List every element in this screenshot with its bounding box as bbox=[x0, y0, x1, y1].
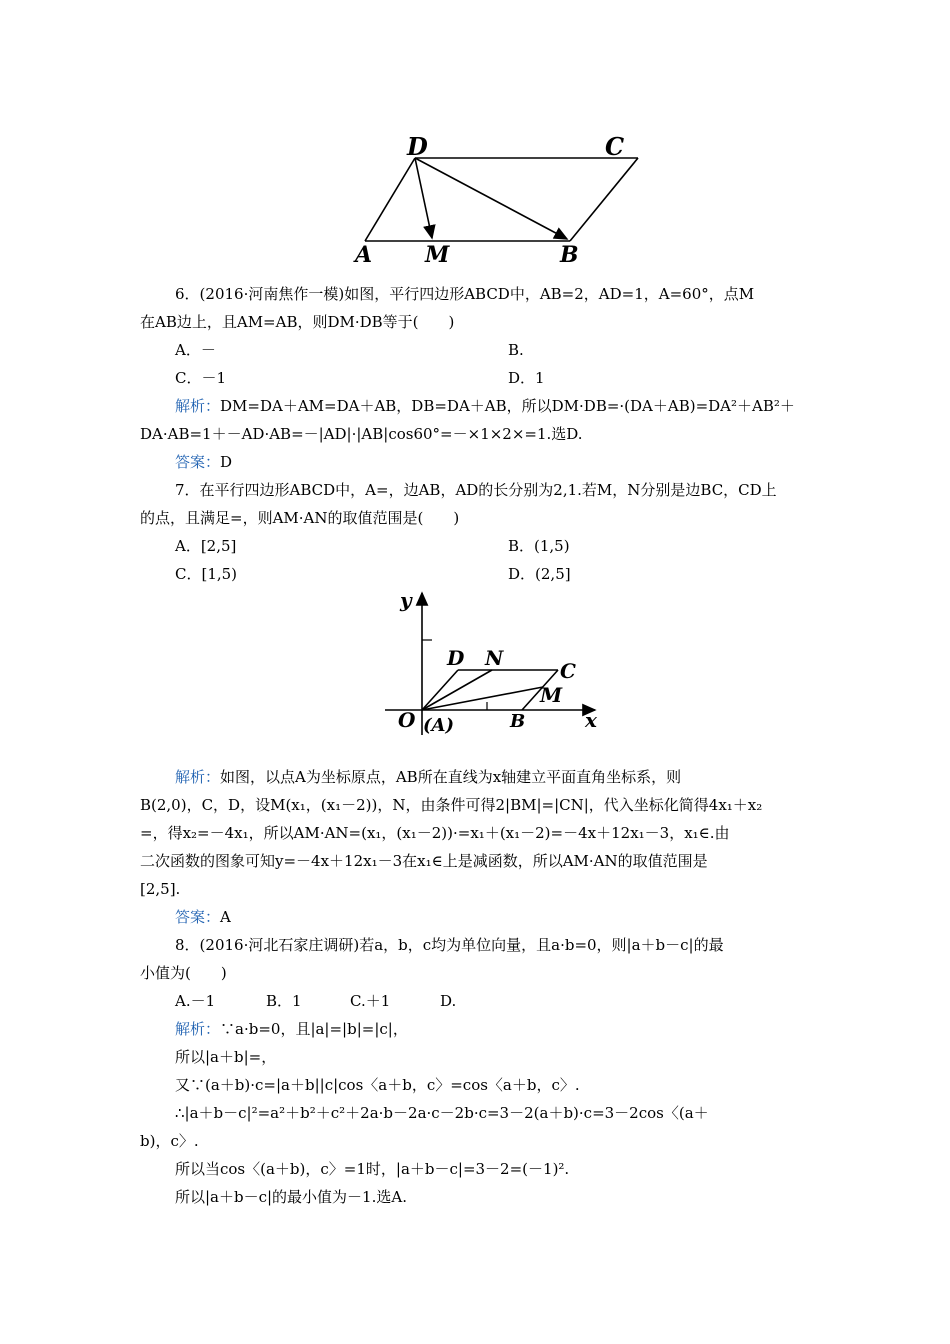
q8-solution-line5: b)，c〉. bbox=[140, 1132, 199, 1150]
q8-solution-text1: ∵a·b=0，且|a|=|b|=|c|， bbox=[220, 1020, 408, 1038]
q8-option-a: A.－1 bbox=[175, 992, 216, 1010]
q7-line2: 的点，且满足=，则AM·AN的取值范围是( ) bbox=[140, 509, 460, 527]
q8-solution-line3: 又∵(a＋b)·c=|a＋b||c|cos〈a＋b，c〉=cos〈a＋b，c〉. bbox=[175, 1076, 580, 1094]
q7-solution-line4: 二次函数的图象可知y=－4x＋12x₁－3在x₁∈上是减函数，所以AM·AN的取值范围是 bbox=[140, 852, 708, 870]
label-b: B bbox=[510, 711, 526, 732]
vector-db bbox=[415, 158, 567, 239]
label-a: (A) bbox=[423, 715, 454, 736]
figure-coordinate-plane bbox=[380, 585, 610, 745]
edge-cb bbox=[570, 158, 638, 241]
q7-solution-line3: =，得x₂=－4x₁，所以AM·AN=(x₁，(x₁－2))·=x₁＋(x₁－2)=－4x＋12x₁－3，x₁∈.由 bbox=[140, 824, 730, 842]
q8-line1: 8．(2016·河北石家庄调研)若a，b，c均为单位向量，且a·b=0，则|a＋b－c|的最 bbox=[175, 936, 724, 954]
q8-solution-line6: 所以当cos〈(a＋b)，c〉=1时，|a＋b－c|=3－2=(－1)². bbox=[175, 1160, 570, 1178]
figure-parallelogram bbox=[345, 125, 645, 270]
label-m: M bbox=[425, 242, 450, 268]
q6-option-a: A．－ bbox=[175, 341, 216, 359]
label-n: N bbox=[485, 646, 504, 670]
q6-answer bbox=[175, 452, 232, 472]
q7-solution-line1 bbox=[175, 767, 681, 787]
q6-line2: 在AB边上，且AM=AB，则DM·DB等于( ) bbox=[140, 313, 455, 331]
q7-answer bbox=[175, 907, 231, 927]
q7-option-b: B．(1,5) bbox=[508, 537, 570, 555]
q7-solution-line2: B(2,0)，C，D，设M(x₁，(x₁－2))，N，由条件可得2|BM|=|CN|，代入坐标化简得4x₁＋x₂ bbox=[140, 796, 763, 814]
label-d: D bbox=[407, 132, 428, 161]
q6-option-c: C．－1 bbox=[175, 369, 227, 387]
vector-dm bbox=[415, 158, 432, 238]
label-c: C bbox=[605, 132, 625, 161]
solution-label: 解析： bbox=[175, 768, 221, 786]
q6-option-b: B. bbox=[508, 341, 524, 359]
q7-line1: 7．在平行四边形ABCD中，A=，边AB，AD的长分别为2,1.若M，N分别是边BC，CD上 bbox=[175, 481, 777, 499]
q6-answer-value: D bbox=[220, 453, 233, 471]
q8-solution-line7: 所以|a＋b－c|的最小值为－1.选A. bbox=[175, 1188, 407, 1206]
q7-answer-value: A bbox=[220, 908, 231, 926]
q6-solution-text1: DM=DA＋AM=DA＋AB，DB=DA＋AB，所以DM·DB=·(DA＋AB)=DA²＋AB²＋ bbox=[220, 397, 795, 415]
label-a: A bbox=[355, 242, 373, 268]
q6-line1: 6．(2016·河南焦作一模)如图，平行四边形ABCD中，AB=2，AD=1，A=60°，点M bbox=[175, 285, 755, 303]
answer-label: 答案： bbox=[175, 908, 221, 926]
q6-solution-line1 bbox=[175, 396, 795, 416]
q8-solution-line1 bbox=[175, 1019, 408, 1039]
label-m: M bbox=[540, 683, 563, 707]
answer-label: 答案： bbox=[175, 453, 221, 471]
label-y: y bbox=[400, 588, 412, 612]
q6-option-d: D．1 bbox=[508, 369, 545, 387]
label-x: x bbox=[585, 708, 597, 732]
q8-line2: 小值为( ) bbox=[140, 964, 227, 982]
q8-option-c: C.＋1 bbox=[350, 992, 391, 1010]
label-c: C bbox=[560, 659, 576, 683]
q7-solution-line5: [2,5]. bbox=[140, 880, 181, 898]
q7-solution-text1: 如图，以点A为坐标原点，AB所在直线为x轴建立平面直角坐标系，则 bbox=[220, 768, 682, 786]
q6-solution-line2: DA·AB=1＋－AD·AB=－|AD|·|AB|cos60°=－×1×2×=1.选D. bbox=[140, 425, 583, 443]
q7-option-c: C．[1,5) bbox=[175, 565, 238, 583]
solution-label: 解析： bbox=[175, 1020, 221, 1038]
solution-label: 解析： bbox=[175, 397, 221, 415]
q7-option-d: D．(2,5] bbox=[508, 565, 571, 583]
q8-option-b: B．1 bbox=[266, 992, 302, 1010]
q7-option-a: A．[2,5] bbox=[175, 537, 237, 555]
label-d: D bbox=[447, 646, 465, 670]
label-o: O bbox=[398, 708, 416, 732]
q8-option-d: D. bbox=[440, 992, 457, 1010]
q8-solution-line4: ∴|a＋b－c|²=a²＋b²＋c²＋2a·b－2a·c－2b·c=3－2(a＋b)·c=3－2cos〈(a＋ bbox=[175, 1104, 709, 1122]
edge-ad bbox=[365, 158, 415, 241]
q8-solution-line2: 所以|a＋b|=， bbox=[175, 1048, 277, 1066]
label-b: B bbox=[560, 242, 579, 268]
